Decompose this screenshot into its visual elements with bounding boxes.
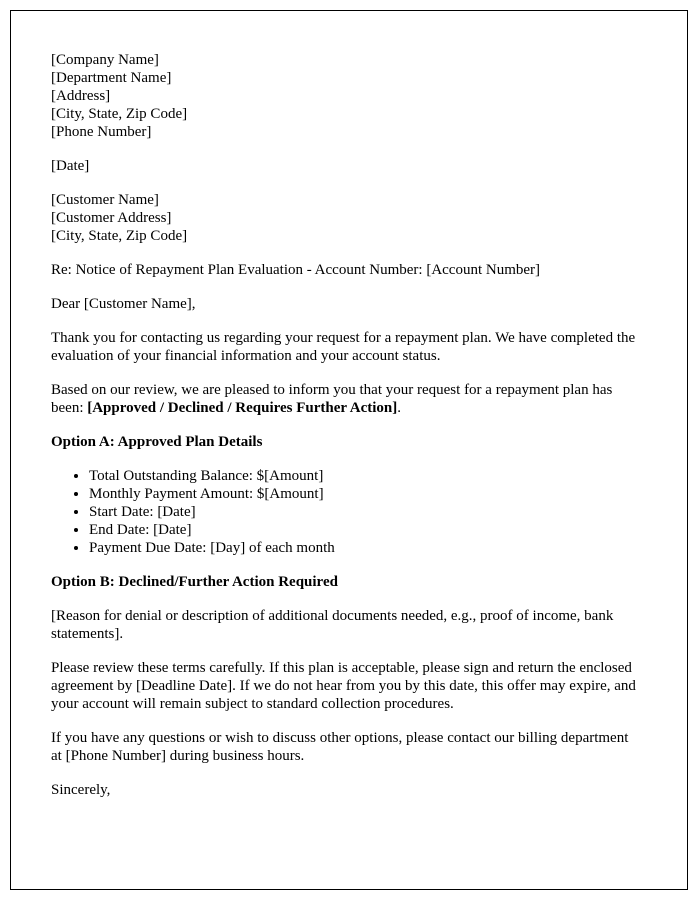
review-result-prefix: Based on our review, we are pleased to inform you that your request for a repayment plan has been: <box>51 382 613 416</box>
subject-line: Re: Notice of Repayment Plan Evaluation - Account Number: [Account Number] <box>51 262 541 278</box>
paragraph-terms: Please review these terms carefully. If this plan is acceptable, please sign and return the enclosed agreement by [Deadline Date]. If we do not hear from you by this date, this offer may expire, and your account will remain subject to standard collection procedures. <box>51 660 636 712</box>
recipient-city-state-zip: [City, State, Zip Code] <box>51 228 188 244</box>
list-item-balance: • Total Outstanding Balance: $[Amount] <box>89 467 639 485</box>
sender-department: [Department Name] <box>51 70 172 86</box>
list-item-monthly-payment: • Monthly Payment Amount: $[Amount] <box>89 485 639 503</box>
recipient-name: [Customer Name] <box>51 192 159 208</box>
closing: Sincerely, <box>51 782 111 798</box>
review-result-options: [Approved / Declined / Requires Further Action] <box>87 400 398 416</box>
list-item-start-date: • Start Date: [Date] <box>89 503 639 521</box>
list-item-due-date: • Payment Due Date: [Day] of each month <box>89 539 639 557</box>
paragraph-thank-you: Thank you for contacting us regarding your request for a repayment plan. We have completed the evaluation of your financial information and your account status. <box>51 330 636 364</box>
sender-address: [Address] <box>51 88 111 104</box>
recipient-address: [Customer Address] <box>51 210 172 226</box>
sender-address-block <box>51 51 639 141</box>
list-item-end-date: • End Date: [Date] <box>89 521 639 539</box>
paragraph-denial-reason: [Reason for denial or description of additional documents needed, e.g., proof of income, bank statements]. <box>51 608 614 642</box>
review-result-suffix: . <box>397 400 401 416</box>
sender-company: [Company Name] <box>51 52 159 68</box>
sender-phone: [Phone Number] <box>51 124 152 140</box>
date-line: [Date] <box>51 158 90 174</box>
letter-body <box>11 11 687 835</box>
salutation: Dear [Customer Name], <box>51 296 196 312</box>
sender-city-state-zip: [City, State, Zip Code] <box>51 106 188 122</box>
letter-page <box>10 10 688 890</box>
recipient-address-block <box>51 191 639 245</box>
option-b-heading: Option B: Declined/Further Action Required <box>51 574 338 590</box>
option-a-heading: Option A: Approved Plan Details <box>51 434 263 450</box>
option-a-list <box>51 467 639 557</box>
paragraph-questions: If you have any questions or wish to discuss other options, please contact our billing department at [Phone Number] during business hours. <box>51 730 629 764</box>
paragraph-review-result <box>51 381 639 417</box>
